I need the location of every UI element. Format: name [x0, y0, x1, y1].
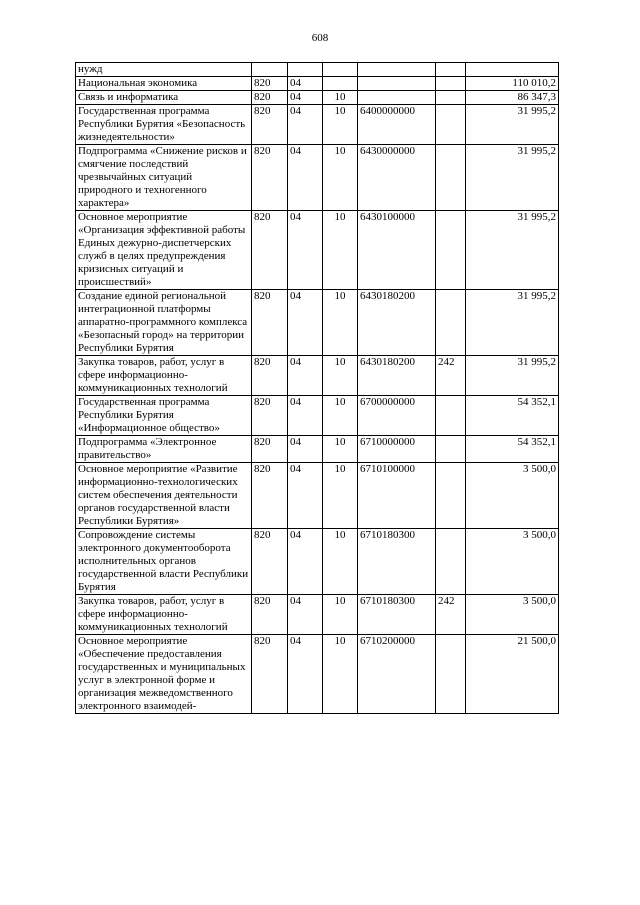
table-row	[76, 635, 559, 714]
table-row	[76, 211, 559, 290]
target-article-cell: 6430100000	[358, 211, 436, 290]
podrazdel-code-cell: 10	[323, 436, 358, 463]
table-row	[76, 145, 559, 211]
table-row	[76, 356, 559, 396]
ved-code-cell: 820	[252, 356, 288, 396]
row-name-cell: Национальная экономика	[76, 77, 252, 91]
razdel-code-cell: 04	[288, 595, 323, 635]
podrazdel-code-cell: 10	[323, 211, 358, 290]
target-article-cell: 6700000000	[358, 396, 436, 436]
razdel-code-cell: 04	[288, 463, 323, 529]
ved-code-cell: 820	[252, 290, 288, 356]
podrazdel-code-cell: 10	[323, 463, 358, 529]
razdel-code-cell: 04	[288, 529, 323, 595]
target-article-cell: 6430000000	[358, 145, 436, 211]
ved-code-cell: 820	[252, 635, 288, 714]
podrazdel-code-cell: 10	[323, 105, 358, 145]
amount-cell: 86 347,3	[466, 91, 559, 105]
table-row	[76, 91, 559, 105]
razdel-code-cell: 04	[288, 436, 323, 463]
expense-type-cell	[436, 91, 466, 105]
ved-code-cell: 820	[252, 463, 288, 529]
amount-cell: 3 500,0	[466, 463, 559, 529]
razdel-code-cell: 04	[288, 91, 323, 105]
podrazdel-code-cell: 10	[323, 635, 358, 714]
row-name-cell: Создание единой региональной интеграционной платформы аппаратно-программного комплекса «Безопасный город» на территории Республики Бурятия	[76, 290, 252, 356]
table-body	[76, 63, 559, 714]
ved-code-cell: 820	[252, 529, 288, 595]
table-row	[76, 436, 559, 463]
row-name-cell: нужд	[76, 63, 252, 77]
amount-cell: 21 500,0	[466, 635, 559, 714]
podrazdel-code-cell: 10	[323, 356, 358, 396]
expense-type-cell	[436, 529, 466, 595]
ved-code-cell	[252, 63, 288, 77]
expense-type-cell	[436, 396, 466, 436]
podrazdel-code-cell: 10	[323, 529, 358, 595]
razdel-code-cell: 04	[288, 77, 323, 91]
row-name-cell: Государственная программа Республики Бурятия «Информационное общество»	[76, 396, 252, 436]
table-row	[76, 77, 559, 91]
podrazdel-code-cell: 10	[323, 595, 358, 635]
target-article-cell: 6710100000	[358, 463, 436, 529]
expense-type-cell	[436, 436, 466, 463]
target-article-cell: 6710180300	[358, 529, 436, 595]
target-article-cell: 6710200000	[358, 635, 436, 714]
row-name-cell: Закупка товаров, работ, услуг в сфере информационно-коммуникационных технологий	[76, 595, 252, 635]
podrazdel-code-cell: 10	[323, 396, 358, 436]
expense-type-cell	[436, 63, 466, 77]
table-row	[76, 63, 559, 77]
table-row	[76, 463, 559, 529]
table-row	[76, 595, 559, 635]
expense-type-cell	[436, 211, 466, 290]
amount-cell: 31 995,2	[466, 290, 559, 356]
expense-type-cell	[436, 463, 466, 529]
amount-cell: 31 995,2	[466, 145, 559, 211]
razdel-code-cell: 04	[288, 145, 323, 211]
amount-cell: 3 500,0	[466, 595, 559, 635]
expense-type-cell	[436, 290, 466, 356]
amount-cell: 54 352,1	[466, 396, 559, 436]
podrazdel-code-cell	[323, 63, 358, 77]
row-name-cell: Закупка товаров, работ, услуг в сфере информационно-коммуникационных технологий	[76, 356, 252, 396]
target-article-cell: 6430180200	[358, 356, 436, 396]
amount-cell: 31 995,2	[466, 105, 559, 145]
ved-code-cell: 820	[252, 77, 288, 91]
expense-type-cell	[436, 145, 466, 211]
target-article-cell: 6400000000	[358, 105, 436, 145]
razdel-code-cell: 04	[288, 356, 323, 396]
amount-cell: 31 995,2	[466, 356, 559, 396]
razdel-code-cell: 04	[288, 396, 323, 436]
razdel-code-cell: 04	[288, 105, 323, 145]
row-name-cell: Основное мероприятие «Организация эффективной работы Единых дежурно-диспетчерских служб в целях предупреждения кризисных ситуаций и происшествий»	[76, 211, 252, 290]
ved-code-cell: 820	[252, 105, 288, 145]
row-name-cell: Государственная программа Республики Бурятия «Безопасность жизнедеятельности»	[76, 105, 252, 145]
razdel-code-cell	[288, 63, 323, 77]
table-row	[76, 529, 559, 595]
razdel-code-cell: 04	[288, 635, 323, 714]
amount-cell	[466, 63, 559, 77]
expense-type-cell: 242	[436, 595, 466, 635]
podrazdel-code-cell: 10	[323, 290, 358, 356]
row-name-cell: Связь и информатика	[76, 91, 252, 105]
row-name-cell: Подпрограмма «Электронное правительство»	[76, 436, 252, 463]
podrazdel-code-cell: 10	[323, 91, 358, 105]
ved-code-cell: 820	[252, 595, 288, 635]
podrazdel-code-cell: 10	[323, 145, 358, 211]
row-name-cell: Основное мероприятие «Обеспечение предоставления государственных и муниципальных услуг в электронной форме и организация межведомственного электронного взаимодей-	[76, 635, 252, 714]
podrazdel-code-cell	[323, 77, 358, 91]
table-row	[76, 290, 559, 356]
table-row	[76, 105, 559, 145]
target-article-cell: 6430180200	[358, 290, 436, 356]
budget-table	[75, 62, 559, 714]
razdel-code-cell: 04	[288, 211, 323, 290]
ved-code-cell: 820	[252, 211, 288, 290]
amount-cell: 110 010,2	[466, 77, 559, 91]
amount-cell: 3 500,0	[466, 529, 559, 595]
row-name-cell: Подпрограмма «Снижение рисков и смягчение последствий чрезвычайных ситуаций природного и техногенного характера»	[76, 145, 252, 211]
expense-type-cell	[436, 105, 466, 145]
row-name-cell: Основное мероприятие «Развитие информационно-технологических систем обеспечения деятельности органов государственной власти Республики Бурятия»	[76, 463, 252, 529]
amount-cell: 31 995,2	[466, 211, 559, 290]
ved-code-cell: 820	[252, 396, 288, 436]
expense-type-cell	[436, 77, 466, 91]
page-number: 608	[311, 32, 329, 44]
table-row	[76, 396, 559, 436]
razdel-code-cell: 04	[288, 290, 323, 356]
expense-type-cell: 242	[436, 356, 466, 396]
target-article-cell: 6710180300	[358, 595, 436, 635]
expense-type-cell	[436, 635, 466, 714]
row-name-cell: Сопровождение системы электронного документооборота исполнительных органов государственной власти Республики Бурятия	[76, 529, 252, 595]
amount-cell: 54 352,1	[466, 436, 559, 463]
target-article-cell	[358, 77, 436, 91]
target-article-cell: 6710000000	[358, 436, 436, 463]
target-article-cell	[358, 91, 436, 105]
ved-code-cell: 820	[252, 436, 288, 463]
target-article-cell	[358, 63, 436, 77]
ved-code-cell: 820	[252, 91, 288, 105]
ved-code-cell: 820	[252, 145, 288, 211]
